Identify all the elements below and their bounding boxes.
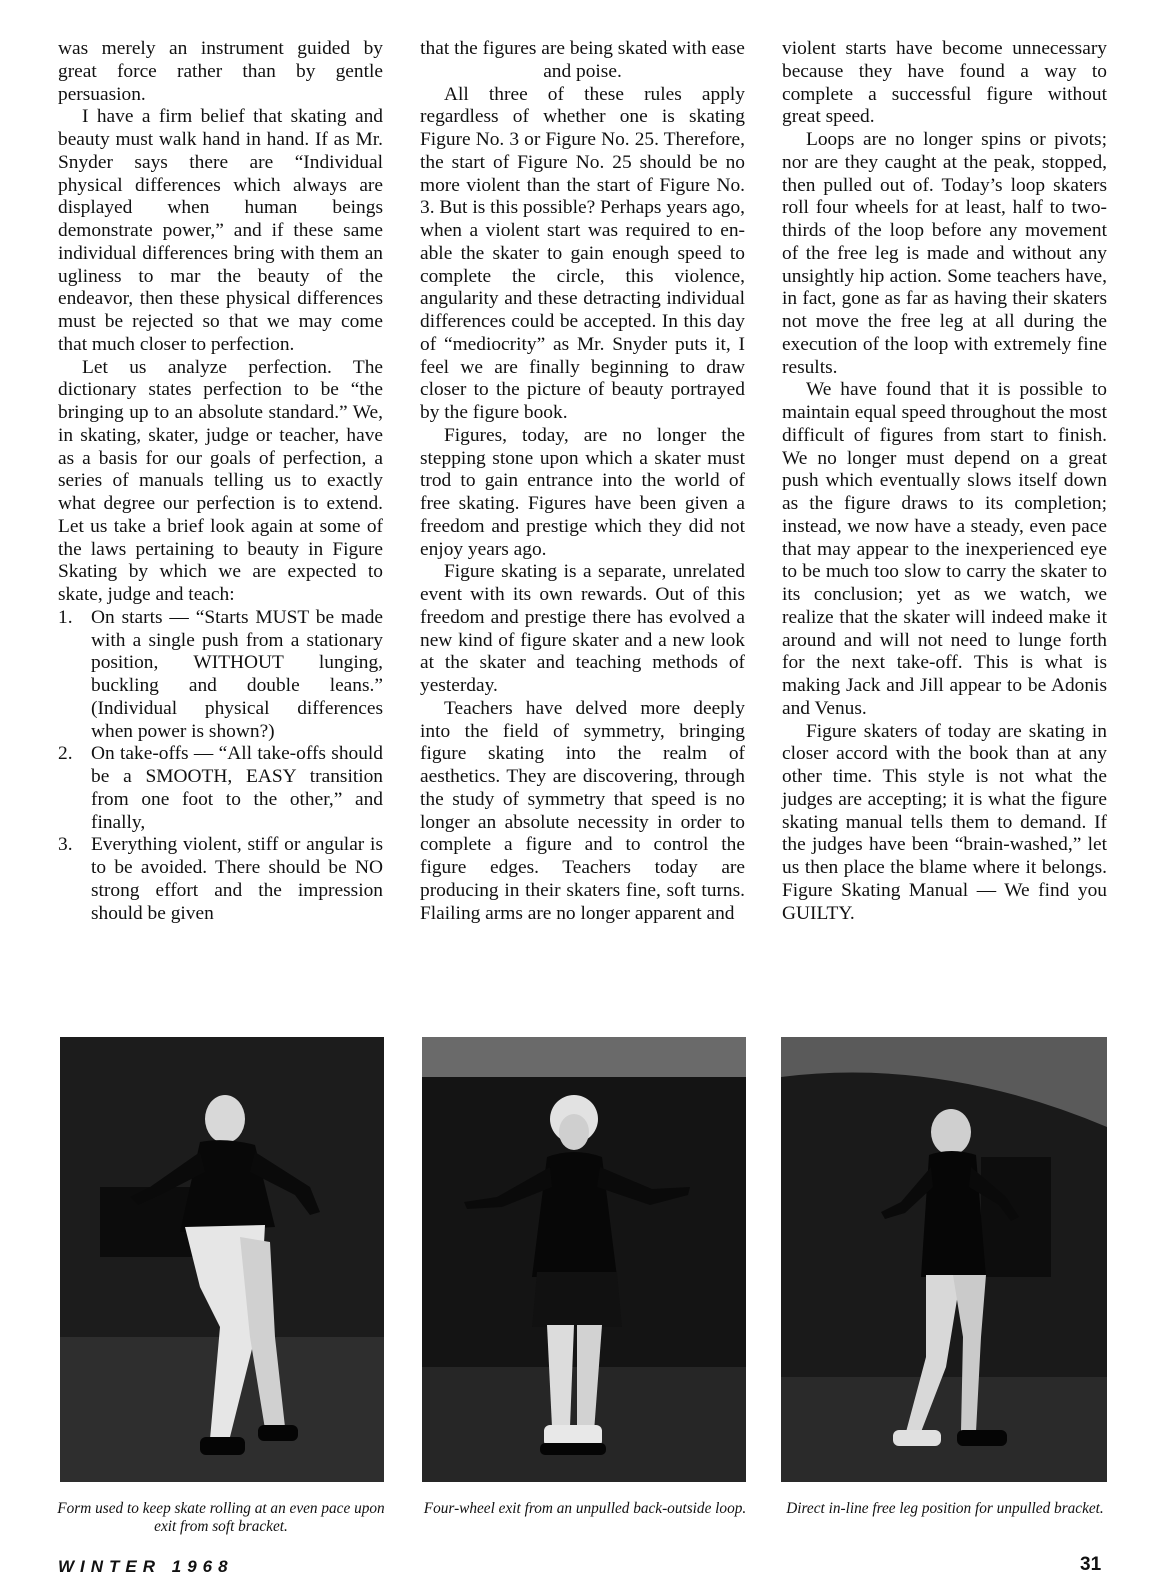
paragraph: We have found that it is possible to maintain equal speed throughout the most difficult of figures from start to finish. We no longer must depend on a great push which eventually slows itself down as the figure draws to its completion; instead, we now have a steady, even pace that may appear to the inexperienced eye to be much too slow to carry the skater to its conclusion; yet as we watch, we realize that the skater will indeed make it around and will not need to lunge forth for the next take-off. This is what is making Jack and Jill appear to be Adonis and Venus.	[782, 379, 1107, 719]
rule-item	[58, 834, 383, 925]
paragraph: All three of these rules apply regardless of whether one is skating Figure No. 3 or Figure No. 25. Therefore, the start of Figure No. 25 should be no more violent than the start of Figure No. 3. But is this possible? Perhaps years ago, when a violent start was required to enable the skater to gain enough speed to complete the circle, this violence, angularity and these detracting individual differences could be accepted. In this day of “mediocrity” as Mr. Snyder puts it, I feel we are finally beginning to draw closer to the picture of beauty portrayed by the figure book.	[420, 83, 745, 423]
photo-caption: Direct in-line free leg position for unpulled bracket.	[786, 1500, 1104, 1517]
photo-caption: Four-wheel exit from an unpulled back-outside loop.	[423, 1500, 747, 1517]
paragraph: that the figures are being skated with ease and poise.	[420, 38, 745, 82]
article-column-3	[782, 38, 1107, 925]
rule-text: On starts — “Starts MUST be made with a single push from a stationary position, WITHOUT lunging, buckling and double leans.” (Individual physical differences when power is shown?)	[91, 606, 383, 742]
rule-text: Everything violent, stiff or angular is to be avoided. There should be NO strong effort and the impression should be given	[91, 834, 383, 924]
article-column-2	[420, 38, 745, 925]
rules-list	[58, 607, 383, 926]
paragraph: Figure skaters of today are skating in closer accord with the book than at any other time. This style is not what the judges are accepting; it is what the figure skating manual tells them to demand. If the judges have been “brain-washed,” let us then place the blame where it belongs. Figure Skating Manual — We find you GUILTY.	[782, 720, 1107, 924]
page-number: 31	[1080, 1554, 1102, 1575]
rule-number: 3.	[58, 834, 73, 856]
paragraph: I have a firm belief that skating and beauty must walk hand in hand. If as Mr. Snyder says there are “Individual physical differences which always are displayed when human beings demonstrate power,” and if these same individual differences bring with them an ugliness to mar the beauty of the endeavor, then these physical differences must be rejected so that we may come that much closer to perfection.	[58, 106, 383, 355]
rule-item	[58, 607, 383, 744]
skater-figure-1	[60, 1037, 384, 1482]
paragraph: Loops are no longer spins or pivots; nor are they caught at the peak, stopped, then pulled out of. Today’s loop skaters roll four wheels for at least, half to two-thirds of the loop before any movement of the free leg is made and without any unsightly hip action. Some teachers have, in fact, gone as far as having their skaters not move the free leg at all during the execution of the loop with extremely fine results.	[782, 129, 1107, 378]
photo-skater-bracket-exit	[60, 1037, 384, 1482]
paragraph: Figures, today, are no longer the stepping stone upon which a skater must trod to gain entrance into the world of free skating. Figures have been given a freedom and prestige which they did not enjoy years ago.	[420, 424, 745, 560]
issue-footer: WINTER 1968	[58, 1557, 234, 1576]
rule-item	[58, 743, 383, 834]
photo-skater-in-line-free-leg	[781, 1037, 1107, 1482]
photo-caption: Form used to keep skate rolling at an even pace upon exit from soft bracket.	[57, 1500, 385, 1535]
skater-figure-3	[781, 1037, 1107, 1482]
rule-number: 1.	[58, 606, 73, 628]
paragraph: was merely an instrument guided by great force rather than by gentle persuasion.	[58, 38, 383, 105]
skater-figure-2	[422, 1037, 746, 1482]
paragraph: Let us analyze perfection. The dictionary states perfection to be “the bringing up to an absolute standard.” We, in skating, skater, judge or teacher, have as a basis for our goals of perfection, a series of manuals telling us to exactly what degree our perfection is to extend. Let us take a brief look again at some of the laws pertaining to beauty in Figure Skating by which we are expected to skate, judge and teach:	[58, 356, 383, 605]
paragraph: Figure skating is a separate, unrelated event with its own rewards. Out of this freedom and prestige there has evolved a new kind of figure skater and a new look at the skater and teaching methods of yesterday.	[420, 561, 745, 696]
article-column-1	[58, 38, 383, 925]
paragraph: violent starts have become unnecessary because they have found a way to complete a successful figure without great speed.	[782, 38, 1107, 128]
rule-number: 2.	[58, 743, 73, 765]
paragraph: Teachers have delved more deeply into the field of symmetry, bringing figure skating into the realm of aesthetics. They are discovering, through the study of symmetry that speed is no longer an absolute necessity in order to complete a figure and to control the figure edges. Teachers today are producing in their skaters fine, soft turns. Flailing arms are no longer apparent and	[420, 697, 745, 924]
photo-skater-loop-exit	[422, 1037, 746, 1482]
rule-text: On take-offs — “All take-offs should be a SMOOTH, EASY transition from one foot to the other,” and finally,	[91, 743, 383, 833]
